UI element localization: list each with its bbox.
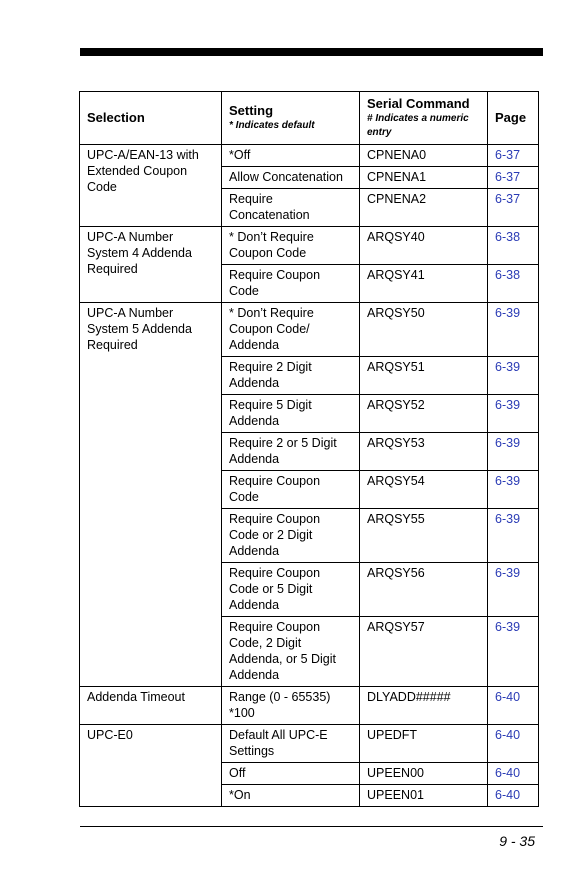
serial-command-cell: CPNENA2 — [360, 189, 488, 227]
serial-command-cell: ARQSY56 — [360, 563, 488, 617]
bottom-rule — [80, 826, 543, 827]
table-row — [80, 145, 539, 167]
page-link[interactable]: 6-39 — [488, 563, 539, 617]
page-link[interactable]: 6-37 — [488, 145, 539, 167]
setting-cell: Require Coupon Code — [222, 471, 360, 509]
header-serial-command — [360, 92, 488, 145]
serial-command-cell: CPNENA1 — [360, 167, 488, 189]
setting-cell: Range (0 - 65535) *100 — [222, 687, 360, 725]
setting-cell: *On — [222, 785, 360, 807]
serial-command-cell: ARQSY53 — [360, 433, 488, 471]
top-rule — [80, 48, 543, 56]
page-link[interactable]: 6-40 — [488, 763, 539, 785]
serial-command-cell: ARQSY40 — [360, 227, 488, 265]
page-link[interactable]: 6-39 — [488, 471, 539, 509]
header-setting-note: * Indicates default — [229, 120, 315, 131]
page-link[interactable]: 6-39 — [488, 617, 539, 687]
page-link[interactable]: 6-38 — [488, 227, 539, 265]
setting-cell: Require Coupon Code — [222, 265, 360, 303]
page-number: 9 - 35 — [499, 833, 535, 849]
header-page: Page — [488, 92, 539, 145]
header-selection: Selection — [80, 92, 222, 145]
table-row — [80, 303, 539, 357]
header-command-note: # Indicates a numeric entry — [367, 113, 469, 138]
selection-cell: Addenda Timeout — [80, 687, 222, 725]
serial-command-cell: DLYADD##### — [360, 687, 488, 725]
page-link[interactable]: 6-40 — [488, 687, 539, 725]
header-setting-label: Setting — [229, 103, 274, 118]
setting-cell: Require 2 or 5 Digit Addenda — [222, 433, 360, 471]
serial-command-table — [79, 91, 539, 807]
page-link[interactable]: 6-40 — [488, 785, 539, 807]
serial-command-cell: ARQSY41 — [360, 265, 488, 303]
serial-command-cell: ARQSY52 — [360, 395, 488, 433]
page-link[interactable]: 6-39 — [488, 303, 539, 357]
setting-cell: Require 2 Digit Addenda — [222, 357, 360, 395]
serial-command-cell: ARQSY50 — [360, 303, 488, 357]
setting-cell: Require Coupon Code, 2 Digit Addenda, or 5 Digit Addenda — [222, 617, 360, 687]
page-link[interactable]: 6-37 — [488, 167, 539, 189]
page-link[interactable]: 6-37 — [488, 189, 539, 227]
page-link[interactable]: 6-39 — [488, 357, 539, 395]
selection-cell: UPC-E0 — [80, 725, 222, 807]
table-row — [80, 687, 539, 725]
serial-command-cell: ARQSY54 — [360, 471, 488, 509]
serial-command-cell: UPEDFT — [360, 725, 488, 763]
page-link[interactable]: 6-39 — [488, 395, 539, 433]
selection-cell: UPC-A/EAN-13 with Extended Coupon Code — [80, 145, 222, 227]
setting-cell: Require 5 Digit Addenda — [222, 395, 360, 433]
page-link[interactable]: 6-39 — [488, 509, 539, 563]
setting-cell: * Don’t Require Coupon Code — [222, 227, 360, 265]
page-link[interactable]: 6-39 — [488, 433, 539, 471]
setting-cell: * Don’t Require Coupon Code/ Addenda — [222, 303, 360, 357]
selection-cell: UPC-A Number System 4 Addenda Required — [80, 227, 222, 303]
header-command-label: Serial Command — [367, 96, 470, 111]
serial-command-cell: ARQSY55 — [360, 509, 488, 563]
table-body — [80, 145, 539, 807]
setting-cell: Allow Concatenation — [222, 167, 360, 189]
page-link[interactable]: 6-40 — [488, 725, 539, 763]
header-setting — [222, 92, 360, 145]
table-header-row — [80, 92, 539, 145]
setting-cell: Require Coupon Code or 2 Digit Addenda — [222, 509, 360, 563]
serial-command-cell: UPEEN01 — [360, 785, 488, 807]
setting-cell: Require Coupon Code or 5 Digit Addenda — [222, 563, 360, 617]
table-row — [80, 227, 539, 265]
serial-command-cell: ARQSY57 — [360, 617, 488, 687]
serial-command-cell: UPEEN00 — [360, 763, 488, 785]
setting-cell: Off — [222, 763, 360, 785]
serial-command-cell: CPNENA0 — [360, 145, 488, 167]
page-link[interactable]: 6-38 — [488, 265, 539, 303]
setting-cell: Default All UPC-E Settings — [222, 725, 360, 763]
setting-cell: Require Concatenation — [222, 189, 360, 227]
selection-cell: UPC-A Number System 5 Addenda Required — [80, 303, 222, 687]
serial-command-cell: ARQSY51 — [360, 357, 488, 395]
setting-cell: *Off — [222, 145, 360, 167]
table-row — [80, 725, 539, 763]
